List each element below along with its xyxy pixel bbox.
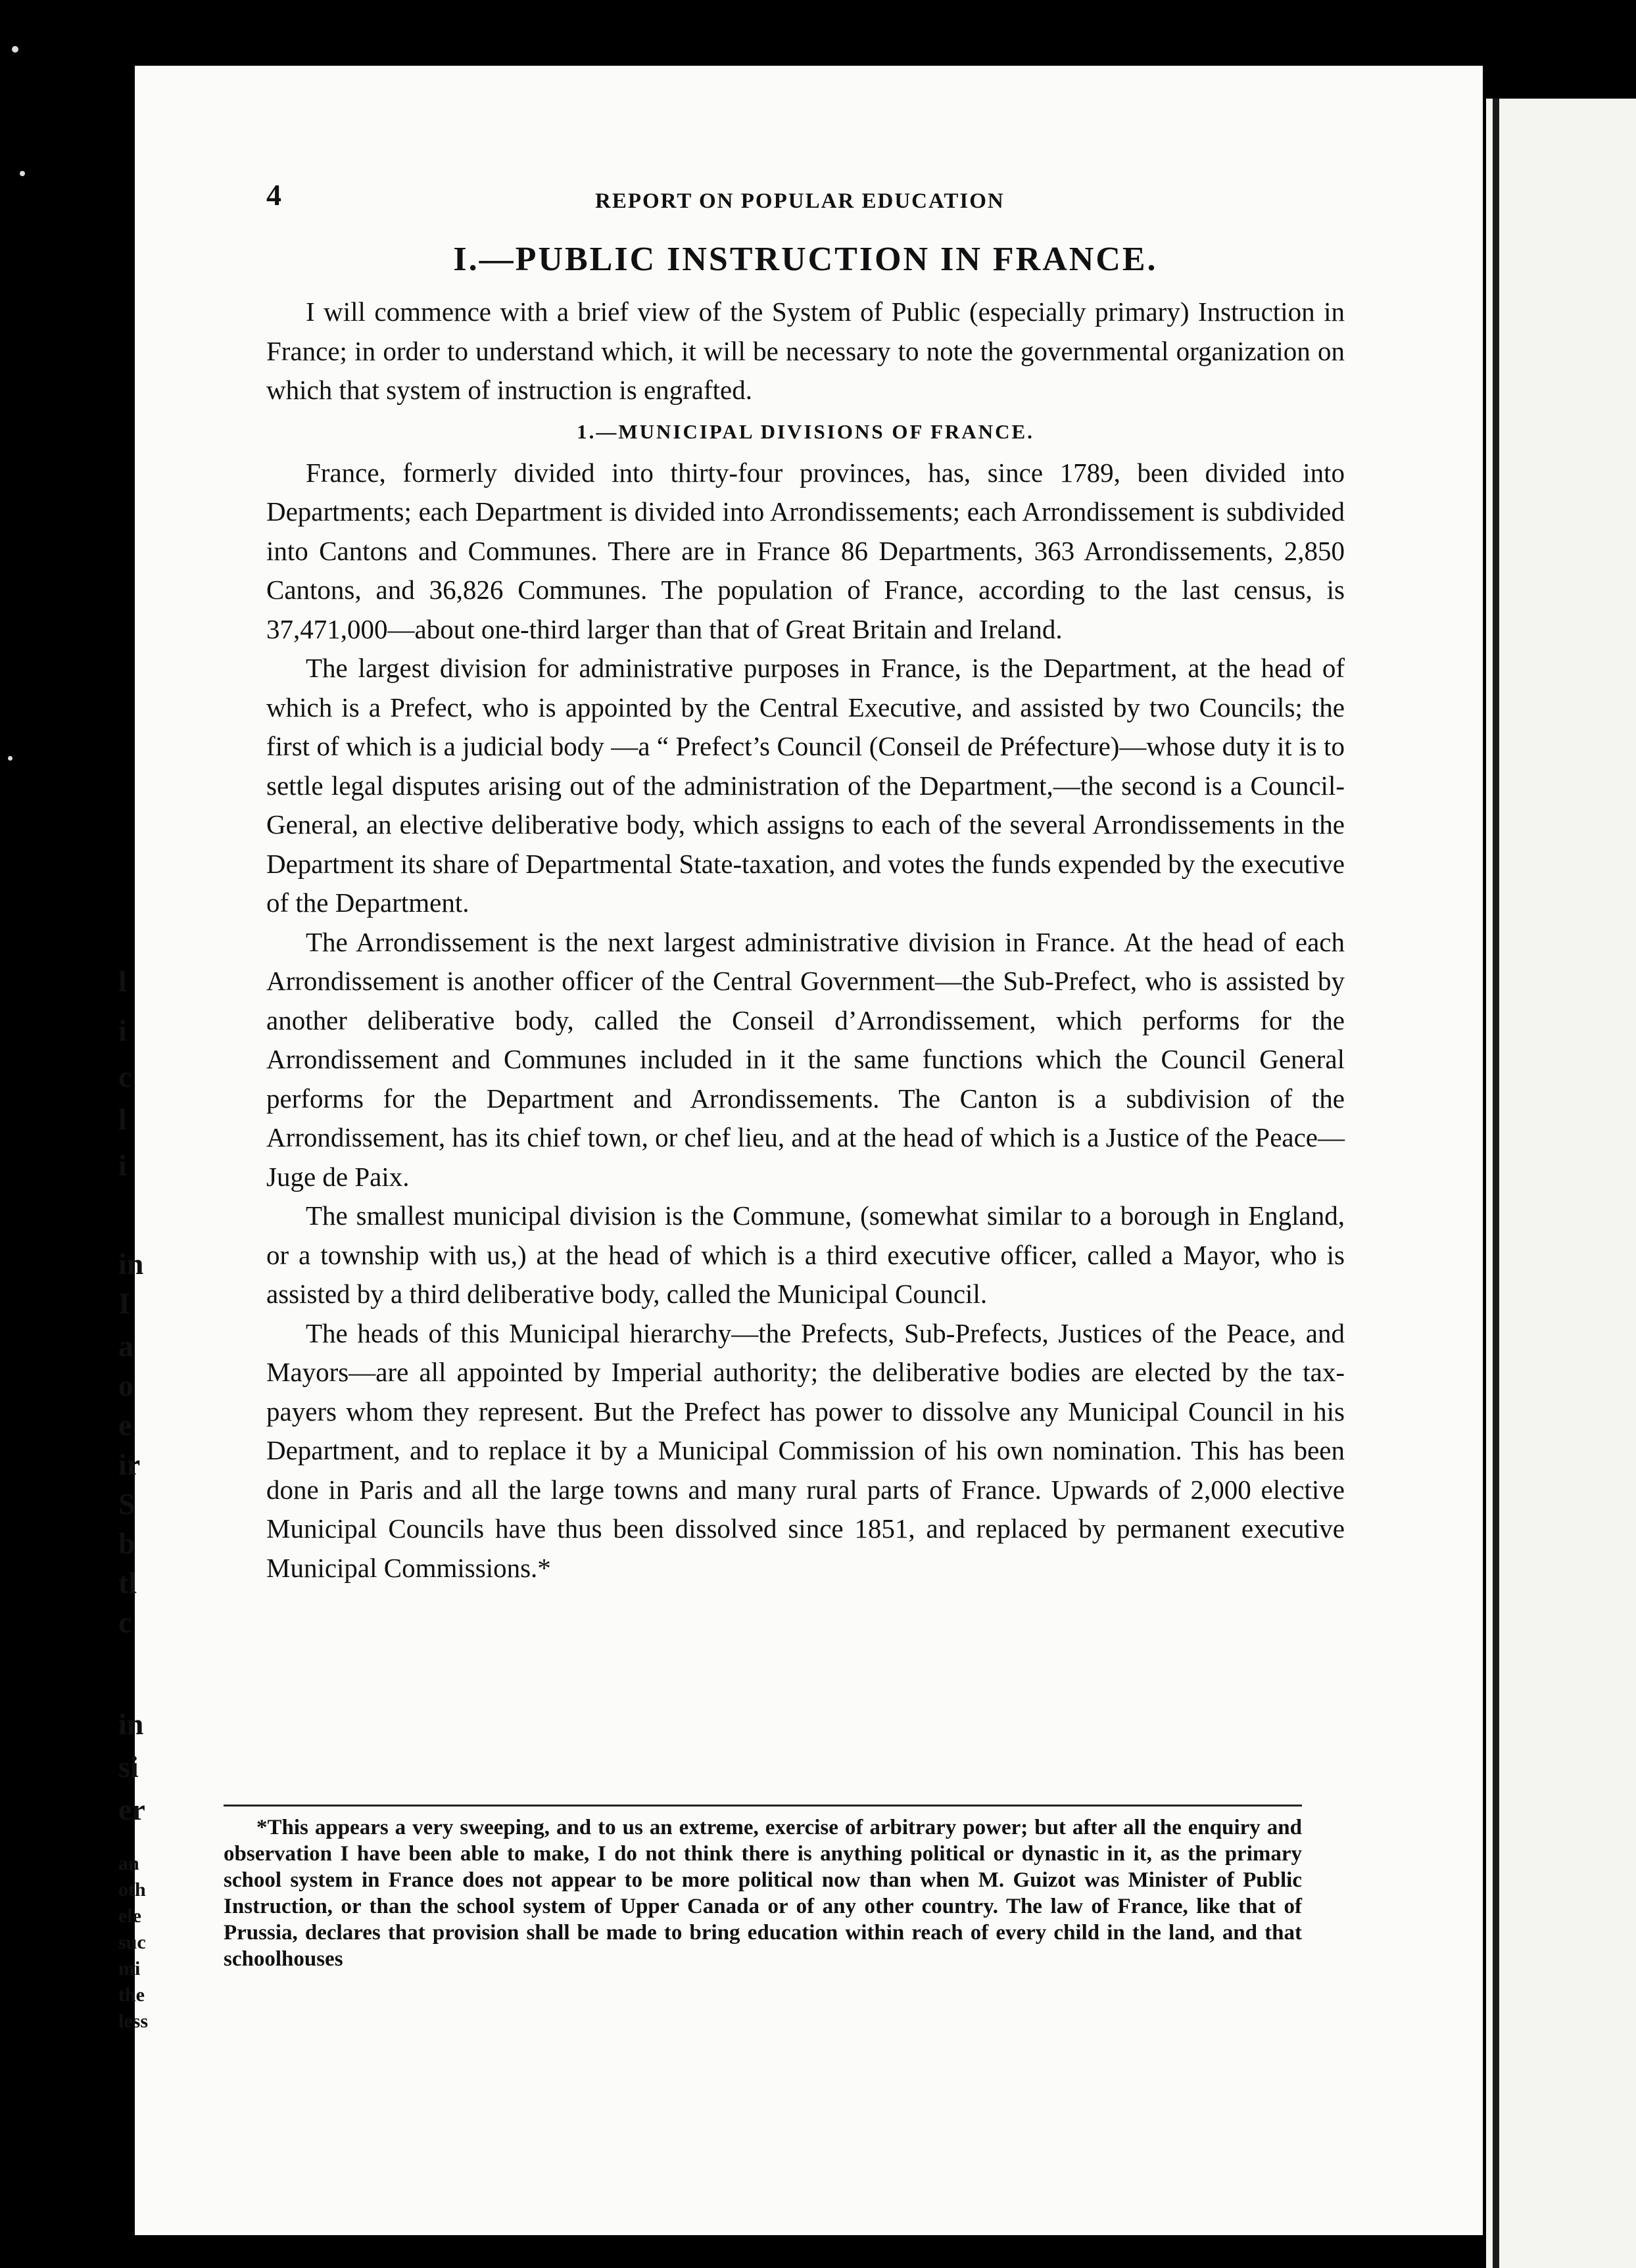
right-page-fragment: suc: [118, 1931, 146, 1953]
paragraph: The heads of this Municipal hierarchy—the Prefects, Sub-Prefects, Justices of the Peace, and Mayors—are all appointed by Imperial authority; the deliberative bodies are elected by the tax-payers whom they represent. But the Prefect has power to dissolve any Municipal Council in his Department, and to replace it by a Municipal Commission of his own nomination. This has been done in Paris and all the large towns and many rural parts of France. Upwards of 2,000 elective Municipal Councils have thus been dissolved since 1851, and replaced by permanent executive Municipal Commissions.*: [266, 1317, 1345, 1583]
section-title: I.—PUBLIC INSTRUCTION IN FRANCE.: [453, 241, 1158, 278]
right-page-fragment: tl: [118, 1566, 137, 1599]
right-page-fragment: a: [118, 1329, 133, 1363]
running-head: REPORT ON POPULAR EDUCATION: [595, 189, 1005, 213]
right-page-fragment: l: [118, 1102, 127, 1136]
right-page-fragment: o: [118, 1369, 133, 1402]
right-page-fragment: b: [118, 1526, 135, 1560]
footnote-rule: [224, 1805, 1302, 1807]
right-page-fragment: in: [118, 1707, 144, 1741]
right-page-fragment: ir: [118, 1448, 141, 1481]
right-page-fragment: S: [118, 1487, 135, 1521]
body-text: [266, 293, 1345, 1588]
right-page-fragment: c: [118, 1060, 132, 1093]
page-header: [266, 177, 1345, 217]
right-page-fragment: si: [118, 1750, 139, 1784]
scan-speck: [20, 171, 25, 176]
right-page-fragment: er: [118, 1793, 145, 1826]
right-page-fragment: e: [118, 1408, 132, 1442]
scan-speck: [12, 46, 18, 53]
page-number: 4: [266, 178, 281, 212]
paragraph: The smallest municipal division is the Commune, (somewhat similar to a borough in England, or a township with us,) at the head of which is a third executive officer, called a Mayor, who is assisted by a third deliberative body, called the Municipal Council.: [266, 1200, 1345, 1309]
page-spine: [1493, 99, 1499, 2268]
right-page-fragment: oth: [118, 1879, 146, 1901]
right-page-fragment: c: [118, 1605, 132, 1639]
right-page-fragment: in: [118, 1247, 144, 1281]
paragraph: The largest division for administrative purposes in France, is the Department, at the head of which is a Prefect, who is appointed by the Central Executive, and assisted by two Councils; the first of which is a judicial body —a “ Prefect’s Council (Conseil de Préfecture)—whose duty it is to settle legal disputes arising out of the administration of the Department,—the second is a Council-General, an elective deliberative body, which assigns to each of the several Arrondissements in the Department its share of Departmental State-taxation, and votes the funds expended by the executive of the Department.: [266, 653, 1345, 918]
paragraph: France, formerly divided into thirty-four provinces, has, since 1789, been divided into Departments; each Department is divided into Arrondissements; each Arrondissement is subdivided into Cantons and Communes. There are in France 86 Departments, 363 Arrondissements, 2,850 Cantons, and 36,826 Communes. The population of France, according to the last census, is 37,471,000—about one-third larger than that of Great Britain and Ireland.: [266, 457, 1345, 644]
subheading: 1.—MUNICIPAL DIVISIONS OF FRANCE.: [577, 419, 1034, 443]
right-page-fragment: ele: [118, 1905, 141, 1927]
right-page-edge: [1486, 99, 1636, 2268]
right-page-fragment: the: [118, 1984, 145, 2006]
intro-paragraph: I will commence with a brief view of the System of Public (especially primary) Instruction in France; in order to understand which, it will be necessary to note the governmental organization on which that system of instruction is engrafted.: [266, 296, 1345, 405]
right-page-fragment: l: [118, 964, 127, 998]
right-page-fragment: less: [118, 2010, 148, 2032]
footnote: *This appears a very sweeping, and to us an extreme, exercise of arbitrary power; but after all the enquiry and observation I have been able to make, I do not think there is anything political or dynastic in it, as the primary school system in France does not appear to be more political now than when M. Guizot was Minister of Public Instruction, or than the school system of Upper Canada or of any other country. The law of France, like that of Prussia, declares that provision shall be made to bring education within reach of every child in the land, and that schoolhouses: [224, 1816, 1302, 1971]
scan-speck: [8, 756, 12, 761]
right-page-fragment: I: [118, 1287, 130, 1320]
right-page-fragment: i: [118, 1014, 127, 1047]
paragraph: The Arrondissement is the next largest administrative division in France. At the head of each Arrondissement is another officer of the Central Government—the Sub-Prefect, who is assisted by another deliberative body, called the Conseil d’Arrondissement, which performs for the Arrondissement and Communes included in it the same functions which the Council General performs for the Department and Arrondissements. The Canton is a subdivision of the Arrondissement, has its chief town, or chef lieu, and at the head of which is a Justice of the Peace—Juge de Paix.: [266, 926, 1345, 1192]
right-page-fragment: i: [118, 1148, 127, 1182]
right-page-fragment: mi: [118, 1958, 141, 1979]
right-page-fragment: an: [118, 1853, 139, 1874]
